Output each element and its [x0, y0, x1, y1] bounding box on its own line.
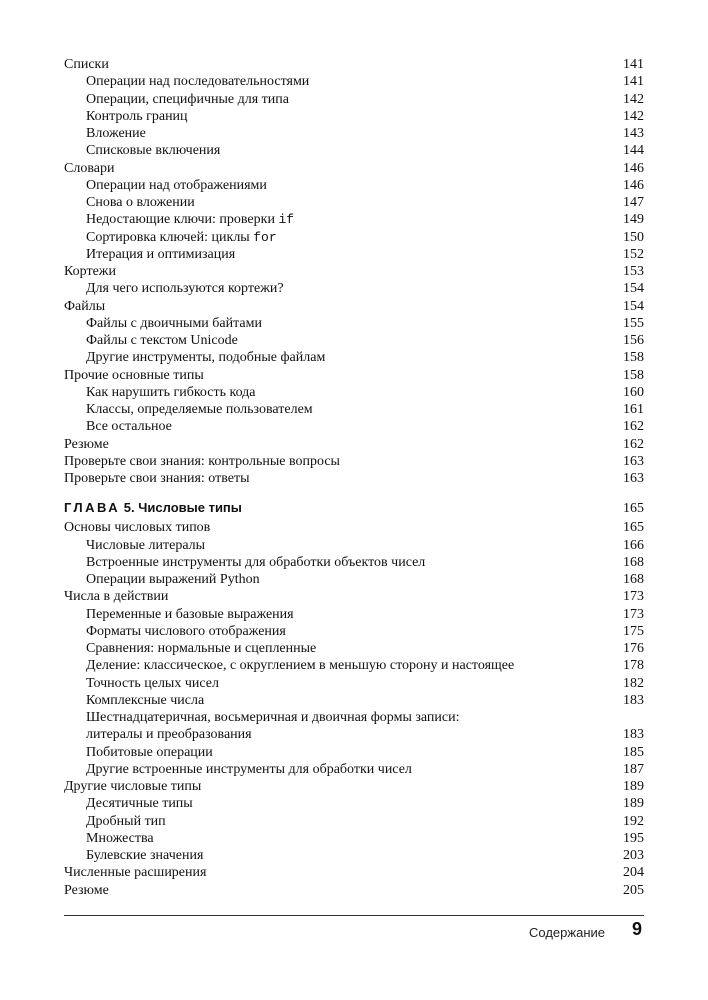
- toc-entry: [64, 298, 644, 315]
- toc-entry: [64, 177, 644, 194]
- toc-entry-text: Операции выражений Python: [86, 572, 260, 587]
- toc-page-number: 204: [623, 865, 644, 881]
- toc-entry-title: [86, 623, 623, 640]
- toc-page-number: 189: [623, 779, 644, 794]
- footer-rule: [64, 915, 644, 916]
- toc-entry-title: [86, 640, 623, 657]
- toc-page-number: 155: [623, 315, 644, 331]
- toc-entry-title: [86, 246, 623, 263]
- toc-entry-text: Дробный тип: [86, 813, 166, 829]
- toc-page-number: 176: [623, 641, 644, 656]
- toc-page-number: 160: [623, 384, 644, 400]
- toc-entry: [64, 709, 644, 726]
- toc-entry-text: Проверьте свои знания: ответы: [64, 471, 250, 486]
- page-number: 9: [632, 919, 643, 939]
- toc-entry-title: [64, 470, 623, 487]
- toc-page-number: 189: [623, 796, 644, 812]
- toc-page-number: 183: [623, 727, 644, 743]
- toc-entry-text: Точность целых чисел: [86, 675, 219, 691]
- toc-page-number: 162: [623, 436, 644, 452]
- toc-page-number: 143: [623, 126, 644, 141]
- toc-entry-title: [86, 125, 623, 142]
- toc-entry-text: Сортировка ключей: циклы: [86, 229, 254, 245]
- toc-page-number: 175: [623, 623, 644, 639]
- toc-entry: [64, 56, 644, 73]
- toc-entry-title: [64, 453, 623, 470]
- toc-entry: [64, 864, 644, 881]
- toc-entry-title: [64, 436, 623, 453]
- toc-entry: [64, 537, 644, 554]
- toc-entry: [64, 315, 644, 332]
- toc-entry-title: [86, 847, 623, 864]
- toc-entry: [64, 280, 644, 297]
- toc-entry: [64, 384, 644, 401]
- toc-entry-title: [64, 882, 623, 899]
- toc-entry-title: [86, 280, 623, 297]
- toc-entry-text: Итерация и оптимизация: [86, 246, 236, 262]
- toc-entry-title: [86, 744, 623, 761]
- toc-entry-title: [86, 606, 623, 623]
- toc-entry-text: Для чего используются кортежи?: [86, 281, 284, 297]
- toc-entry-text: Файлы: [64, 298, 106, 314]
- toc-page-number: 142: [623, 91, 644, 107]
- toc-entry-title: [86, 537, 623, 554]
- toc-entry-text: Файлы с текстом Unicode: [86, 333, 238, 348]
- toc-entry: [64, 194, 644, 211]
- toc-page-number: 195: [623, 830, 644, 846]
- toc-entry: [64, 142, 644, 159]
- toc-entry-text: Как нарушить гибкость кода: [86, 384, 256, 400]
- toc-entry: [64, 778, 644, 795]
- toc-entry: [64, 418, 644, 435]
- toc-entry-text: Основы числовых типов: [64, 520, 211, 536]
- toc-entry: [64, 453, 644, 470]
- toc-entry-title: [86, 384, 623, 401]
- toc-entry-text: Другие встроенные инструменты для обработки чисел: [86, 761, 412, 777]
- toc-entry: [64, 623, 644, 640]
- toc-entry-text: Кортежи: [64, 264, 116, 279]
- chapter-label: ГЛАВА: [64, 500, 121, 516]
- toc-entry: [64, 675, 644, 692]
- toc-entry-title: [86, 332, 623, 349]
- toc-entry: [64, 91, 644, 108]
- toc-entry-text: Комплексные числа: [86, 692, 205, 708]
- toc-page-number: 187: [623, 761, 644, 777]
- toc-page-number: 154: [623, 281, 644, 297]
- toc-entry-text: Вложение: [86, 126, 146, 141]
- toc-entry-text: Операции, специфичные для типа: [86, 91, 289, 107]
- toc-entry-title: [86, 91, 623, 108]
- toc-entry-text: Булевские значения: [86, 848, 204, 863]
- toc-entry-title: [86, 73, 623, 90]
- toc-entry-title: [64, 519, 623, 536]
- toc-page-number: 203: [623, 848, 644, 863]
- toc-entry-text: Форматы числового отображения: [86, 623, 286, 639]
- toc-entry: [64, 367, 644, 384]
- toc-entry-text: литералы и преобразования: [86, 727, 252, 743]
- toc-page-number: 158: [623, 367, 644, 383]
- toc-entry: [64, 401, 644, 418]
- toc-entry-text: Проверьте свои знания: контрольные вопросы: [64, 453, 340, 469]
- toc-page-number: 158: [623, 350, 644, 366]
- toc-page-number: 142: [623, 108, 644, 124]
- toc-entry-text: Другие числовые типы: [64, 779, 202, 794]
- toc-entry-title: [86, 349, 623, 366]
- toc-page-number: 153: [623, 264, 644, 279]
- toc-entry: [64, 246, 644, 263]
- toc-entry: [64, 726, 644, 743]
- toc-entry-title: [86, 761, 623, 778]
- toc-page-number: 149: [623, 212, 644, 228]
- toc-entry: [64, 229, 644, 246]
- toc-entry: [64, 73, 644, 90]
- toc-entry-text: Классы, определяемые пользователем: [86, 402, 313, 417]
- running-footer-title: Содержание: [529, 925, 605, 940]
- toc-entry: [64, 606, 644, 623]
- toc-page-number: 144: [623, 143, 644, 159]
- toc-entry: [64, 108, 644, 125]
- toc-entry-title: [64, 367, 623, 384]
- toc-entry-title: [86, 418, 623, 435]
- toc-page-number: 182: [623, 675, 644, 691]
- toc-page-number: 165: [623, 520, 644, 536]
- toc-entry-title: [86, 726, 623, 743]
- toc-entry-title: [86, 177, 623, 194]
- toc-entry-text: Недостающие ключи: проверки: [86, 212, 279, 228]
- toc-entry-title: [86, 315, 623, 332]
- toc-entry-text: Все остальное: [86, 419, 172, 435]
- toc-entry-text: Списки: [64, 57, 109, 72]
- toc-entry-text: Операции над отображениями: [86, 177, 267, 193]
- toc-entry: [64, 332, 644, 349]
- toc-entry: [64, 519, 644, 536]
- toc-entry-title: [64, 588, 623, 605]
- toc-entry-title: [86, 795, 623, 812]
- toc-entry-title: [86, 657, 623, 674]
- toc-page-number: 156: [623, 333, 644, 348]
- toc-page-number: 146: [623, 160, 644, 176]
- toc-page-number: 147: [623, 195, 644, 210]
- toc-entry: [64, 211, 644, 228]
- toc-page-number: 141: [623, 74, 644, 90]
- table-of-contents: [64, 56, 644, 899]
- toc-page-number: 183: [623, 692, 644, 708]
- toc-entry-title: [64, 160, 623, 177]
- toc-entry: [64, 640, 644, 657]
- toc-page-number: 173: [623, 606, 644, 622]
- toc-entry: [64, 882, 644, 899]
- toc-entry-text: Переменные и базовые выражения: [86, 606, 294, 622]
- toc-entry-title: [86, 401, 623, 418]
- toc-page-number: 168: [623, 554, 644, 570]
- toc-entry-text: Резюме: [64, 436, 109, 452]
- toc-page-number: 141: [623, 57, 644, 72]
- toc-entry-title: [86, 675, 623, 692]
- toc-entry-title: [64, 864, 623, 881]
- toc-entry-text: Резюме: [64, 882, 109, 898]
- toc-entry: [64, 588, 644, 605]
- toc-entry: [64, 263, 644, 280]
- toc-entry-text: Сравнения: нормальные и сцепленные: [86, 641, 317, 656]
- toc-entry-title: [86, 692, 623, 709]
- toc-entry-text: Десятичные типы: [86, 796, 193, 812]
- toc-entry-text: Шестнадцатеричная, восьмеричная и двоичная формы записи:: [86, 710, 460, 725]
- toc-page-number: 165: [623, 501, 644, 517]
- toc-page-number: 173: [623, 589, 644, 605]
- toc-entry-title: [86, 211, 623, 228]
- toc-entry-title: [86, 194, 623, 211]
- toc-entry-text: Списковые включения: [86, 143, 221, 159]
- toc-entry-text: Другие инструменты, подобные файлам: [86, 350, 326, 366]
- toc-entry-text: Файлы с двоичными байтами: [86, 315, 262, 331]
- toc-page-number: 146: [623, 177, 644, 193]
- toc-entry-text: Встроенные инструменты для обработки объектов чисел: [86, 554, 426, 570]
- toc-entry-title: [86, 813, 623, 830]
- toc-page-number: 162: [623, 419, 644, 435]
- toc-page-number: 192: [623, 813, 644, 829]
- toc-entry-code: for: [253, 229, 277, 245]
- toc-entry: [64, 847, 644, 864]
- toc-entry-title: [86, 229, 623, 246]
- toc-entry-text: Числовые литералы: [86, 537, 206, 553]
- toc-entry-text: Снова о вложении: [86, 195, 195, 210]
- toc-page-number: 185: [623, 744, 644, 760]
- toc-entry-title: [64, 298, 623, 315]
- toc-entry-title: [64, 56, 623, 73]
- toc-entry: [64, 436, 644, 453]
- toc-entry-title: [86, 709, 644, 726]
- toc-entry-text: Побитовые операции: [86, 744, 213, 760]
- toc-entry-text: Численные расширения: [64, 865, 207, 881]
- toc-entry-title: [64, 778, 623, 795]
- toc-entry-title: [86, 554, 623, 571]
- toc-entry-text: Множества: [86, 830, 154, 846]
- toc-page-number: 168: [623, 572, 644, 587]
- toc-entry-text: Деление: классическое, с округлением в меньшую сторону и настоящее: [86, 658, 515, 674]
- toc-entry-title: [86, 108, 623, 125]
- toc-entry-text: Операции над последовательностями: [86, 74, 310, 90]
- toc-entry: [64, 554, 644, 571]
- toc-entry: [64, 795, 644, 812]
- toc-entry-title: [86, 571, 623, 588]
- toc-entry: [64, 813, 644, 830]
- toc-entry: [64, 160, 644, 177]
- toc-page-number: 205: [623, 882, 644, 898]
- toc-entry: [64, 349, 644, 366]
- toc-entry-text: Контроль границ: [86, 108, 188, 124]
- toc-entry: [64, 657, 644, 674]
- toc-entry-title: [64, 497, 623, 518]
- toc-entry: [64, 571, 644, 588]
- toc-page-number: 152: [623, 246, 644, 262]
- toc-entry-title: [86, 142, 623, 159]
- toc-entry: [64, 692, 644, 709]
- toc-entry: [64, 744, 644, 761]
- toc-chapter-heading: [64, 497, 644, 518]
- toc-page-number: 163: [623, 453, 644, 469]
- toc-entry-text: 5. Числовые типы: [120, 500, 242, 516]
- toc-entry-title: [86, 830, 623, 847]
- toc-entry-code: if: [278, 212, 295, 228]
- toc-entry-title: [64, 263, 623, 280]
- toc-entry-text: Числа в действии: [64, 589, 169, 605]
- toc-page-number: 154: [623, 298, 644, 314]
- toc-entry: [64, 470, 644, 487]
- toc-entry: [64, 125, 644, 142]
- toc-entry-text: Словари: [64, 160, 115, 176]
- toc-page-number: 178: [623, 658, 644, 674]
- toc-entry-text: Прочие основные типы: [64, 367, 204, 383]
- toc-page-number: 166: [623, 537, 644, 553]
- toc-page-number: 161: [623, 402, 644, 417]
- toc-page-number: 163: [623, 471, 644, 486]
- toc-entry: [64, 761, 644, 778]
- toc-page-number: 150: [623, 229, 644, 245]
- toc-entry: [64, 830, 644, 847]
